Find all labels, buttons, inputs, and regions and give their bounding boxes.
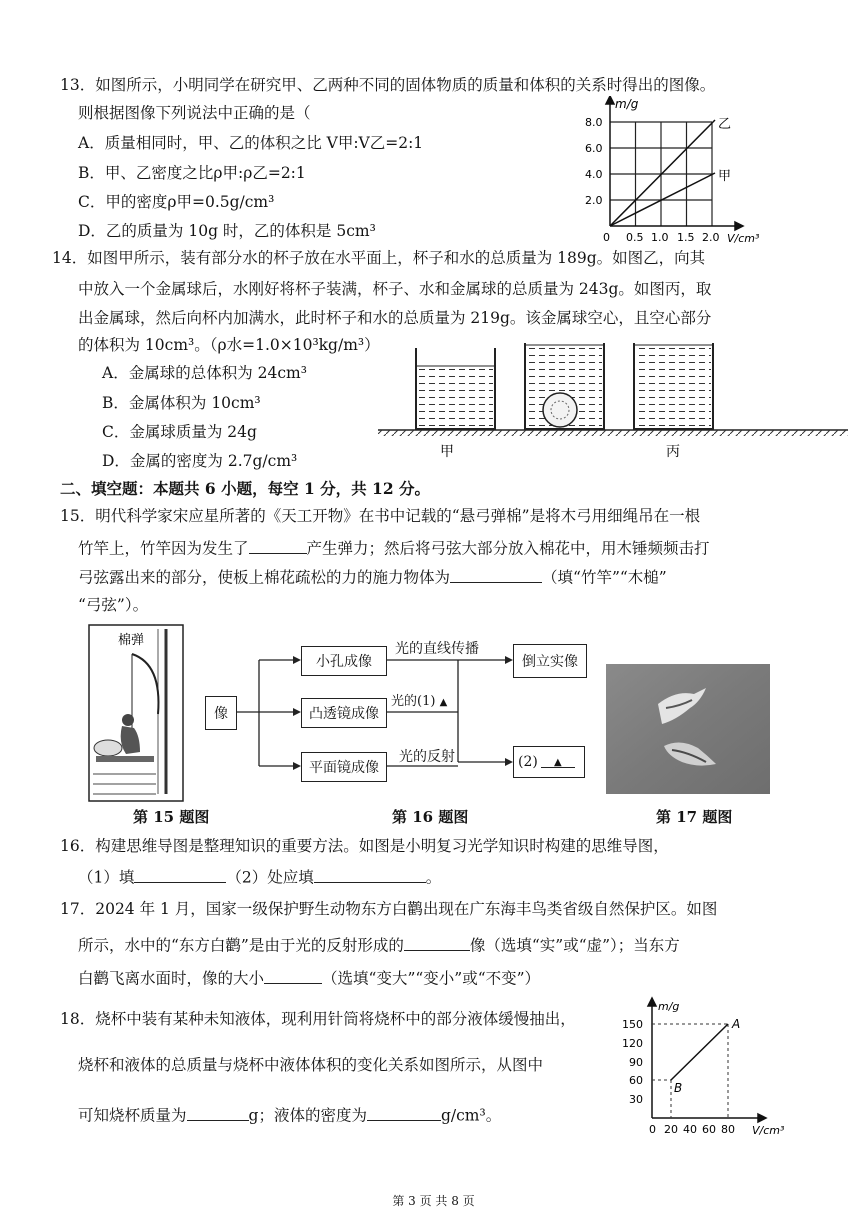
q18-blank-2[interactable] xyxy=(367,1104,441,1121)
mindmap-node-pinhole: 小孔成像 xyxy=(301,646,387,676)
q13-x-axis-label: V/cm³ xyxy=(727,232,760,244)
q13-y-tick: 4.0 xyxy=(585,168,603,181)
q16-blank-2[interactable] xyxy=(314,866,426,883)
q16-text: 。 xyxy=(425,868,442,887)
q13-x-tick: 1.5 xyxy=(677,231,695,244)
mindmap-node-plane-mirror: 平面镜成像 xyxy=(301,752,387,782)
q18-y-tick: 60 xyxy=(629,1074,643,1087)
section-2-heading: 二、填空题：本题共 6 小题，每空 1 分，共 12 分。 xyxy=(60,479,431,498)
q15-stem-line3 xyxy=(78,566,667,587)
q17-blank-2[interactable] xyxy=(264,967,322,984)
q17-stem-line1: 17．2024 年 1 月，国家一级保护野生动物东方白鹳出现在广东海丰鸟类省级自然保护区。如图 xyxy=(60,900,718,918)
q15-blank-2[interactable] xyxy=(450,566,542,583)
q13-option-b: B．甲、乙密度之比ρ甲:ρ乙=2:1 xyxy=(78,164,306,182)
q18-blank-1[interactable] xyxy=(187,1104,249,1121)
page-footer: 第 3 页 共 8 页 xyxy=(392,1194,475,1208)
blank-marker-icon: ▲ xyxy=(439,697,448,708)
q13-line-jia-label: 甲 xyxy=(718,169,732,184)
fig16-mind-map xyxy=(203,638,593,788)
q13-x-tick: 2.0 xyxy=(702,231,720,244)
q18-y-tick: 90 xyxy=(629,1056,643,1069)
q17-stem-line2 xyxy=(78,934,680,955)
mindmap-root: 像 xyxy=(205,696,237,730)
q13-x-tick: 0.5 xyxy=(626,231,644,244)
q14-option-a: A．金属球的总体积为 24cm³ xyxy=(102,364,307,382)
q13-x-tick: 0 xyxy=(603,231,610,244)
q14-option-c: C．金属球质量为 24g xyxy=(102,423,257,441)
q18-x-tick: 60 xyxy=(702,1123,716,1136)
q18-text: 可知烧杯质量为 xyxy=(78,1106,187,1125)
mindmap-result-inverted-real: 倒立实像 xyxy=(513,644,587,678)
q18-x-tick: 20 xyxy=(664,1123,678,1136)
q14-option-b: B．金属体积为 10cm³ xyxy=(102,394,261,412)
q13-y-tick: 8.0 xyxy=(585,116,603,129)
cup-jia xyxy=(416,348,495,429)
q13-y-axis-label: m/g xyxy=(615,97,639,111)
mindmap-edge-label: 光的(1) xyxy=(391,694,436,709)
fig15-cotton-bow-illustration xyxy=(88,624,184,802)
fig16-caption: 第 16 题图 xyxy=(392,808,469,826)
mindmap-result-blank-2[interactable] xyxy=(513,746,585,778)
q18-graph xyxy=(618,996,788,1142)
q18-x-axis-label: V/cm³ xyxy=(752,1124,785,1137)
q16-stem-line2 xyxy=(78,866,441,887)
q18-x-tick: 40 xyxy=(683,1123,697,1136)
q13-option-d: D．乙的质量为 10g 时，乙的体积是 5cm³ xyxy=(78,222,376,240)
q18-y-tick: 30 xyxy=(629,1093,643,1106)
fig15-label: 棉弹 xyxy=(118,633,145,648)
q13-stem-line2: 则根据图像下列说法中正确的是（ xyxy=(78,104,311,122)
q14-option-d: D．金属的密度为 2.7g/cm³ xyxy=(102,452,298,470)
q13-y-tick: 6.0 xyxy=(585,142,603,155)
mindmap-edge-reflection: 光的反射 xyxy=(399,749,455,765)
q16-stem-line1: 16．构建思维导图是整理知识的重要方法。如图是小明复习光学知识时构建的思维导图， xyxy=(60,837,669,855)
q16-blank-1[interactable] xyxy=(134,866,226,883)
blank-marker-icon: ▲ xyxy=(541,757,575,768)
q13-option-c: C．甲的密度ρ甲=0.5g/cm³ xyxy=(78,193,275,211)
fig17-stork-photo xyxy=(606,664,770,794)
q18-point-b: B xyxy=(674,1081,683,1095)
fig17-caption: 第 17 题图 xyxy=(656,808,733,826)
mindmap-edge-straight-line: 光的直线传播 xyxy=(395,641,479,657)
q18-x-tick: 0 xyxy=(649,1123,656,1136)
q15-text: 竹竿上，竹竿因为发生了 xyxy=(78,539,249,558)
q14-stem-line3: 出金属球，然后向杯内加满水，此时杯子和水的总质量为 219g。该金属球空心，且空心部分 xyxy=(78,309,712,327)
q17-text: 所示，水中的“东方白鹳”是由于光的反射形成的 xyxy=(78,936,404,955)
cup-jia-label: 甲 xyxy=(440,444,454,460)
q13-x-tick: 1.0 xyxy=(651,231,669,244)
q15-stem-line1: 15．明代科学家宋应星所著的《天工开物》在书中记载的“悬弓弹棉”是将木弓用细绳吊在一根 xyxy=(60,507,701,525)
q18-text: g/cm³。 xyxy=(440,1106,502,1125)
q15-stem-line2 xyxy=(78,537,710,558)
q13-y-tick: 2.0 xyxy=(585,194,603,207)
q15-stem-line4: “弓弦”）。 xyxy=(78,596,149,614)
q17-stem-line3 xyxy=(78,967,540,988)
q13-stem-line1: 13．如图所示，小明同学在研究甲、乙两种不同的固体物质的质量和体积的关系时得出的图像。 xyxy=(60,76,716,94)
mindmap-edge-blank-1 xyxy=(391,690,447,709)
q13-line-yi-label: 乙 xyxy=(718,117,732,132)
q17-text: 白鹳飞离水面时，像的大小 xyxy=(78,969,265,988)
cup-bing-label: 丙 xyxy=(666,444,680,460)
q18-text: g；液体的密度为 xyxy=(248,1106,367,1125)
q13-option-a: A．质量相同时，甲、乙的体积之比 V甲:V乙=2:1 xyxy=(78,134,424,152)
mindmap-node-convex-lens: 凸透镜成像 xyxy=(301,698,387,728)
q18-y-tick: 120 xyxy=(622,1037,643,1050)
q18-x-tick: 80 xyxy=(721,1123,735,1136)
q14-stem-line2: 中放入一个金属球后，水刚好将杯子装满，杯子、水和金属球的总质量为 243g。如图丙，取 xyxy=(78,280,712,298)
q18-stem-line3 xyxy=(78,1104,501,1125)
metal-ball xyxy=(543,393,577,427)
cup-yi xyxy=(525,343,604,429)
q16-text: （1）填 xyxy=(78,868,135,887)
q13-graph xyxy=(585,96,795,244)
q17-text: 像（选填“实”或“虚”）；当东方 xyxy=(469,936,680,955)
q18-stem-line2: 烧杯和液体的总质量与烧杯中液体体积的变化关系如图所示，从图中 xyxy=(78,1056,544,1074)
q15-text: 弓弦露出来的部分，使板上棉花疏松的力的施力物体为 xyxy=(78,568,451,587)
q15-text: （填“竹竿”“木槌” xyxy=(542,568,667,587)
q17-blank-1[interactable] xyxy=(404,934,470,951)
q15-blank-1[interactable] xyxy=(249,537,307,554)
q18-stem-line1: 18．烧杯中装有某种未知液体，现利用针筒将烧杯中的部分液体缓慢抽出， xyxy=(60,1010,576,1028)
q17-text: （选填“变大”“变小”或“不变”） xyxy=(322,969,541,988)
cup-bing xyxy=(634,343,713,429)
q14-stem-line1: 14．如图甲所示，装有部分水的杯子放在水平面上，杯子和水的总质量为 189g。如图乙，向其 xyxy=(52,249,706,267)
q14-cups-figure xyxy=(378,338,848,466)
mindmap-result-label: (2) xyxy=(518,754,538,770)
q15-text: 产生弹力；然后将弓弦大部分放入棉花中，用木锤频频击打 xyxy=(306,539,710,558)
fig15-caption: 第 15 题图 xyxy=(133,808,210,826)
q16-text: （2）处应填 xyxy=(226,868,314,887)
q18-y-tick: 150 xyxy=(622,1018,643,1031)
q18-y-axis-label: m/g xyxy=(658,1000,680,1013)
q18-point-a: A xyxy=(732,1017,741,1031)
q14-stem-line4: 的体积为 10cm³。（ρ水=1.0×10³kg/m³） xyxy=(78,336,380,354)
